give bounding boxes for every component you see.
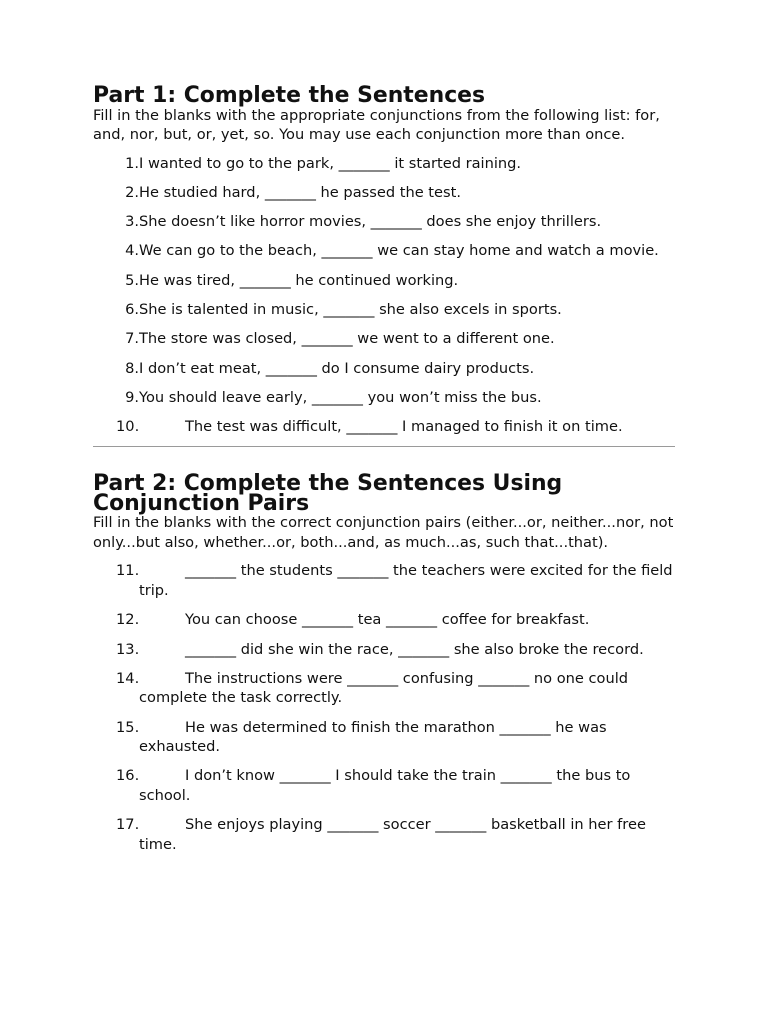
item-text: _______ did she win the race, _______ she also broke the record. — [185, 640, 644, 658]
item-text: The store was closed, _______ we went to a different one. — [139, 330, 555, 348]
item-text: She is talented in music, _______ she also excels in sports. — [139, 300, 562, 318]
item-text: She doesn’t like horror movies, _______ does she enjoy thrillers. — [139, 213, 602, 231]
item-number: 6. — [125, 300, 139, 318]
list-item — [93, 610, 675, 630]
item-number: 10. — [116, 418, 140, 436]
item-number: 13. — [116, 640, 140, 658]
list-item — [93, 815, 675, 854]
item-text: He studied hard, _______ he passed the test. — [139, 183, 461, 201]
part1-title: Part 1: Complete the Sentences — [93, 83, 486, 108]
item-number: 17. — [116, 816, 140, 834]
item-text: We can go to the beach, _______ we can stay home and watch a movie. — [139, 242, 659, 260]
list-item — [93, 271, 675, 291]
item-number: 5. — [125, 271, 139, 289]
item-number: 16. — [116, 767, 140, 785]
item-number: 9. — [125, 388, 139, 406]
item-text: You can choose _______ tea _______ coffee for breakfast. — [185, 611, 590, 629]
list-item — [93, 183, 675, 203]
list-item — [93, 417, 675, 437]
list-item — [93, 669, 675, 708]
item-text: He was determined to finish the marathon _______ he was exhausted. — [139, 718, 607, 756]
section-divider — [93, 446, 675, 447]
list-item — [93, 640, 675, 660]
item-number: 3. — [125, 213, 139, 231]
item-text: I don’t know _______ I should take the train _______ the bus to school. — [139, 767, 631, 804]
item-text: The instructions were _______ confusing _______ no one could complete the task correctly. — [139, 669, 629, 707]
part1-list — [93, 154, 675, 437]
item-number: 14. — [116, 669, 140, 687]
list-item — [93, 766, 675, 805]
item-number: 11. — [116, 562, 140, 580]
list-item — [93, 212, 675, 232]
item-number: 15. — [116, 718, 140, 736]
list-item — [93, 718, 675, 757]
list-item — [93, 561, 675, 600]
part2-instructions: Fill in the blanks with the correct conjunction pairs (either...or, neither...nor, not only...but also, whether...or, both...and, as much...as, such that...that). — [93, 514, 674, 551]
item-text: He was tired, _______ he continued working. — [139, 271, 459, 289]
list-item — [93, 388, 675, 408]
list-item — [93, 241, 675, 261]
item-number: 1. — [125, 154, 139, 172]
list-item — [93, 154, 675, 174]
item-text: She enjoys playing _______ soccer _______ basketball in her free time. — [139, 816, 646, 853]
item-number: 8. — [125, 359, 139, 377]
item-text: I wanted to go to the park, _______ it started raining. — [139, 154, 522, 172]
part2-title: Part 2: Complete the Sentences Using Conjunction Pairs — [93, 471, 563, 516]
item-text: The test was difficult, _______ I managed to finish it on time. — [185, 418, 623, 436]
part1-instructions: Fill in the blanks with the appropriate conjunctions from the following list: for, and, nor, but, or, yet, so. You may use each conjunction more than once. — [93, 106, 660, 143]
item-text: I don’t eat meat, _______ do I consume dairy products. — [139, 359, 535, 377]
list-item — [93, 329, 675, 349]
item-text: You should leave early, _______ you won’t miss the bus. — [139, 388, 542, 406]
part2-list — [93, 561, 675, 854]
item-number: 7. — [125, 330, 139, 348]
list-item — [93, 359, 675, 379]
item-number: 12. — [116, 611, 140, 629]
item-text: _______ the students _______ the teachers were excited for the field trip. — [139, 562, 673, 599]
document-content — [93, 83, 675, 864]
list-item — [93, 300, 675, 320]
item-number: 2. — [125, 183, 139, 201]
item-number: 4. — [125, 242, 139, 260]
